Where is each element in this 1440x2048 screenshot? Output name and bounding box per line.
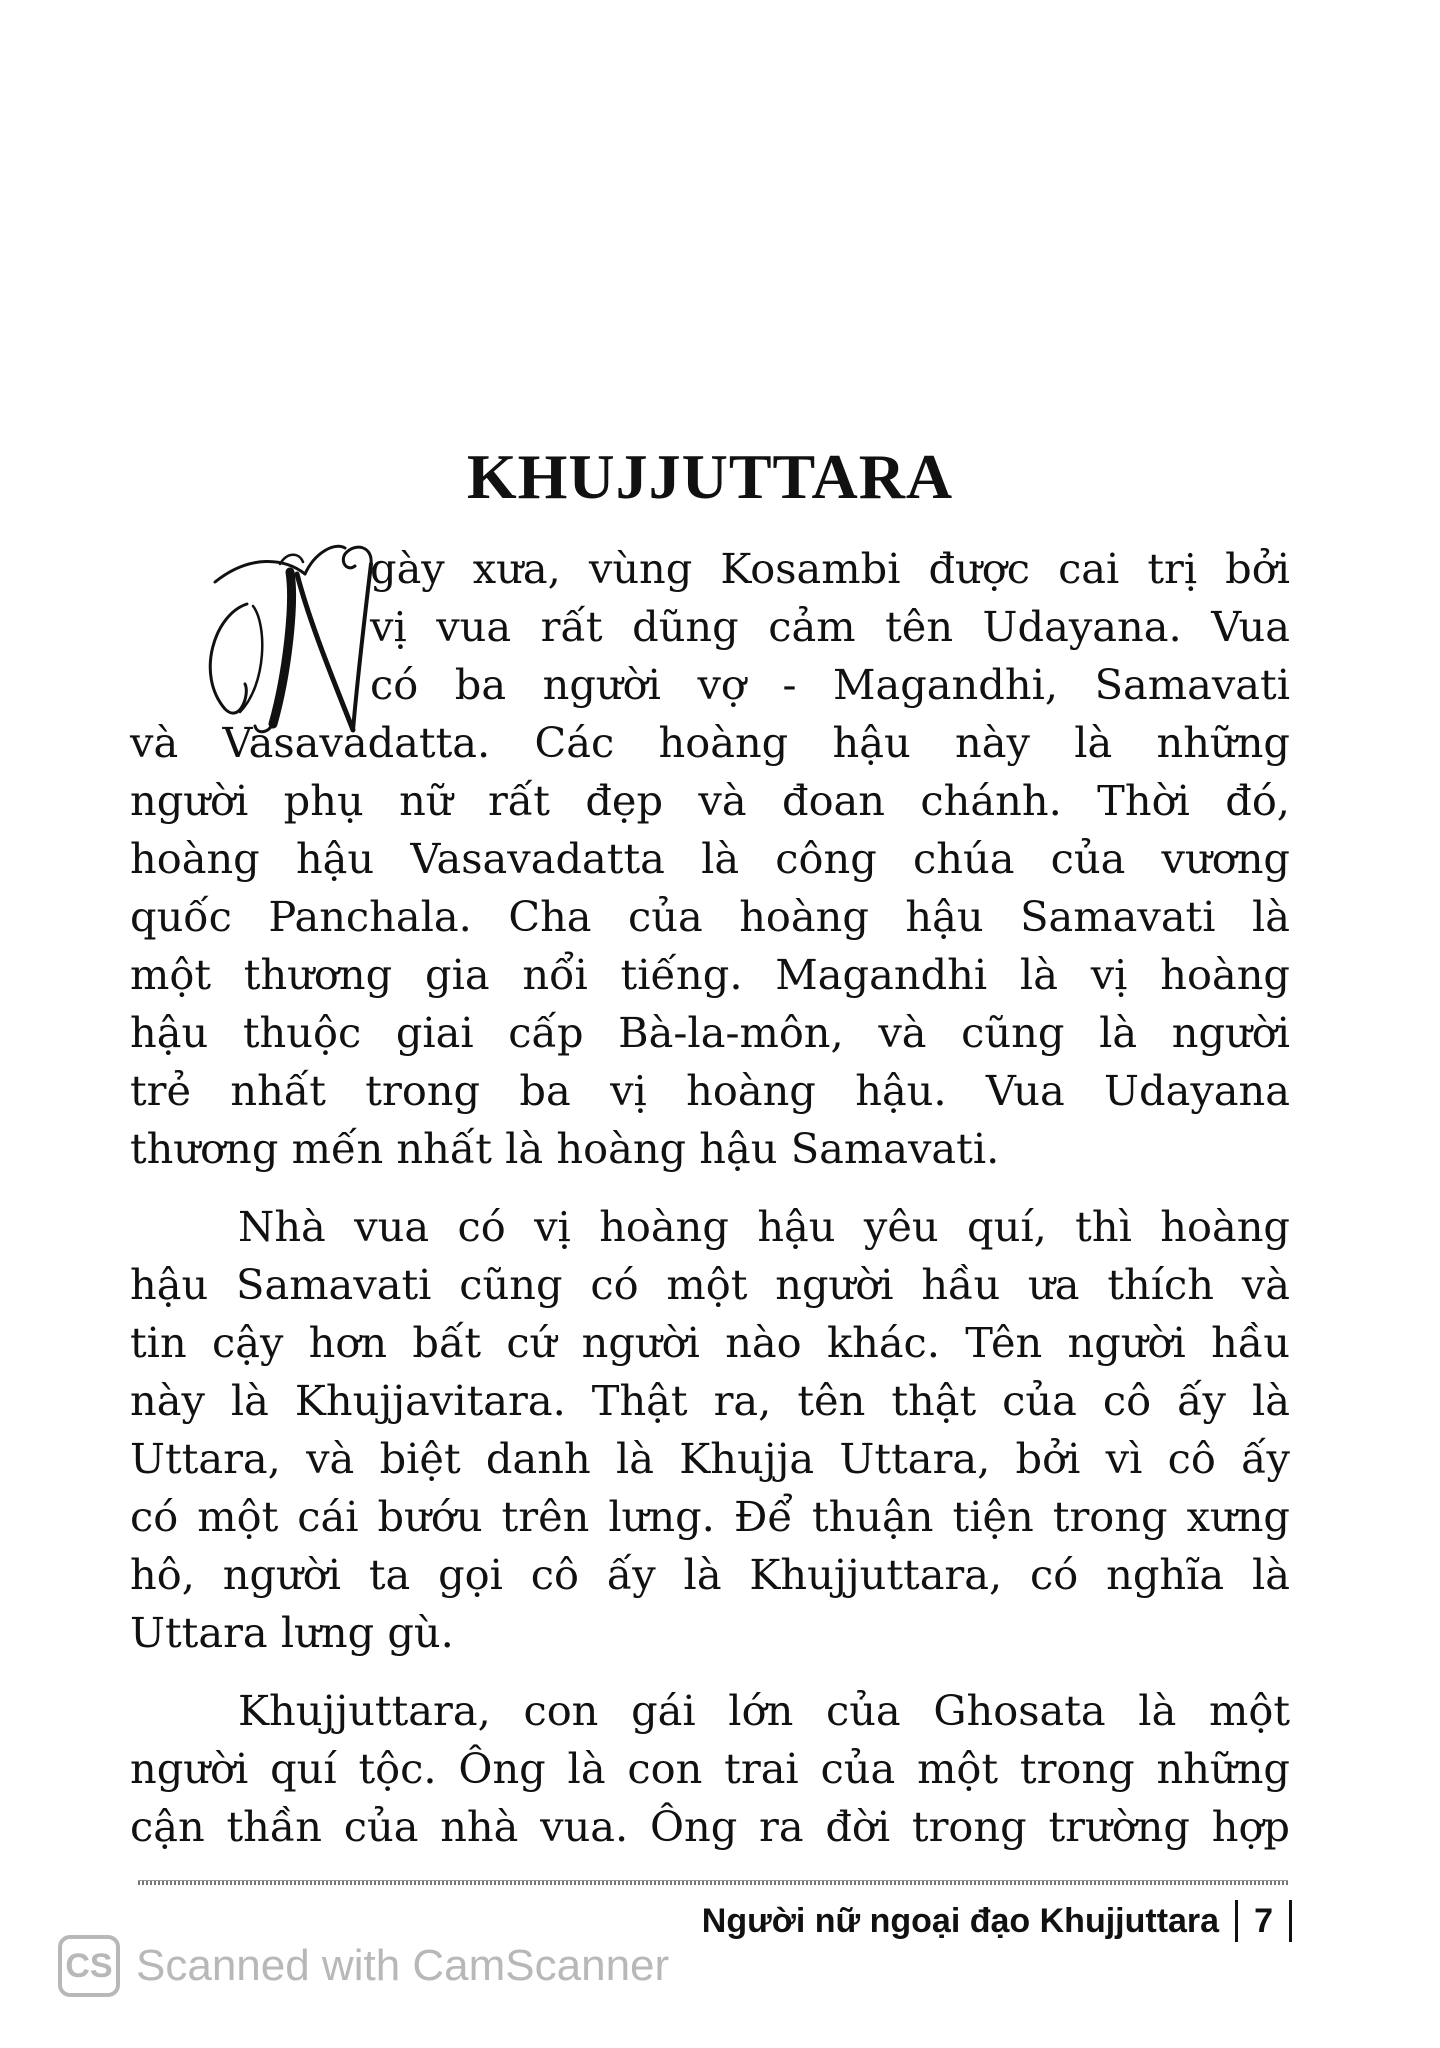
text-line: gày xưa, vùng Kosambi được cai trị bởi bbox=[370, 544, 1290, 593]
text-line: có một cái bướu trên lưng. Để thuận tiện trong xưng bbox=[130, 1492, 1290, 1541]
text-line: hoàng hậu Vasavadatta là công chúa của vương bbox=[130, 834, 1290, 883]
text-line: trẻ nhất trong ba vị hoàng hậu. Vua Udayana bbox=[130, 1066, 1290, 1115]
text-line: thương mến nhất là hoàng hậu Samavati. bbox=[130, 1124, 1000, 1173]
text-line: một thương gia nổi tiếng. Magandhi là vị hoàng bbox=[130, 950, 1290, 999]
paragraph-2 bbox=[130, 1198, 1290, 1662]
text-line: Uttara lưng gù. bbox=[130, 1608, 454, 1657]
footer-book-title: Người nữ ngoại đạo Khujjuttara bbox=[701, 1901, 1220, 1940]
text-line: hậu thuộc giai cấp Bà-la-môn, và cũng là người bbox=[130, 1008, 1290, 1057]
text-line: này là Khujjavitara. Thật ra, tên thật của cô ấy là bbox=[130, 1376, 1290, 1425]
text-line: và Vasavadatta. Các hoàng hậu này là những bbox=[130, 718, 1290, 767]
text-line: Khujjuttara, con gái lớn của Ghosata là một bbox=[238, 1686, 1290, 1735]
camscanner-logo-icon: CS bbox=[58, 1935, 120, 1997]
chapter-title: KHUJJUTTARA bbox=[466, 441, 954, 512]
text-line: Nhà vua có vị hoàng hậu yêu quí, thì hoàng bbox=[238, 1202, 1290, 1251]
text-line: quốc Panchala. Cha của hoàng hậu Samavati là bbox=[130, 892, 1290, 941]
watermark-text: Scanned with CamScanner bbox=[136, 1941, 670, 1990]
text-line: tin cậy hơn bất cứ người nào khác. Tên người hầu bbox=[130, 1318, 1290, 1367]
text-line: Uttara, và biệt danh là Khujja Uttara, bởi vì cô ấy bbox=[130, 1434, 1290, 1483]
text-line: cận thần của nhà vua. Ông ra đời trong trường hợp bbox=[130, 1802, 1290, 1851]
page-number: 7 bbox=[1254, 1901, 1273, 1940]
paragraph-1-rest bbox=[130, 714, 1290, 1178]
paragraph-1-head bbox=[370, 540, 1290, 714]
scanner-watermark bbox=[58, 1935, 669, 1997]
text-line: người quí tộc. Ông là con trai của một trong những bbox=[130, 1744, 1290, 1793]
footer-divider bbox=[1235, 1900, 1238, 1942]
text-line: có ba người vợ - Magandhi, Samavati bbox=[370, 660, 1290, 709]
footer-divider bbox=[1289, 1900, 1292, 1942]
text-line: người phụ nữ rất đẹp và đoan chánh. Thời đó, bbox=[130, 776, 1290, 825]
paragraph-3 bbox=[130, 1682, 1290, 1856]
text-line: hô, người ta gọi cô ấy là Khujjuttara, có nghĩa là bbox=[130, 1550, 1290, 1599]
text-line: hậu Samavati cũng có một người hầu ưa thích và bbox=[130, 1260, 1290, 1309]
page-footer bbox=[702, 1900, 1292, 1942]
footer-rule bbox=[138, 1880, 1288, 1885]
page-body bbox=[130, 540, 1290, 1856]
text-line: vị vua rất dũng cảm tên Udayana. Vua bbox=[370, 602, 1290, 651]
